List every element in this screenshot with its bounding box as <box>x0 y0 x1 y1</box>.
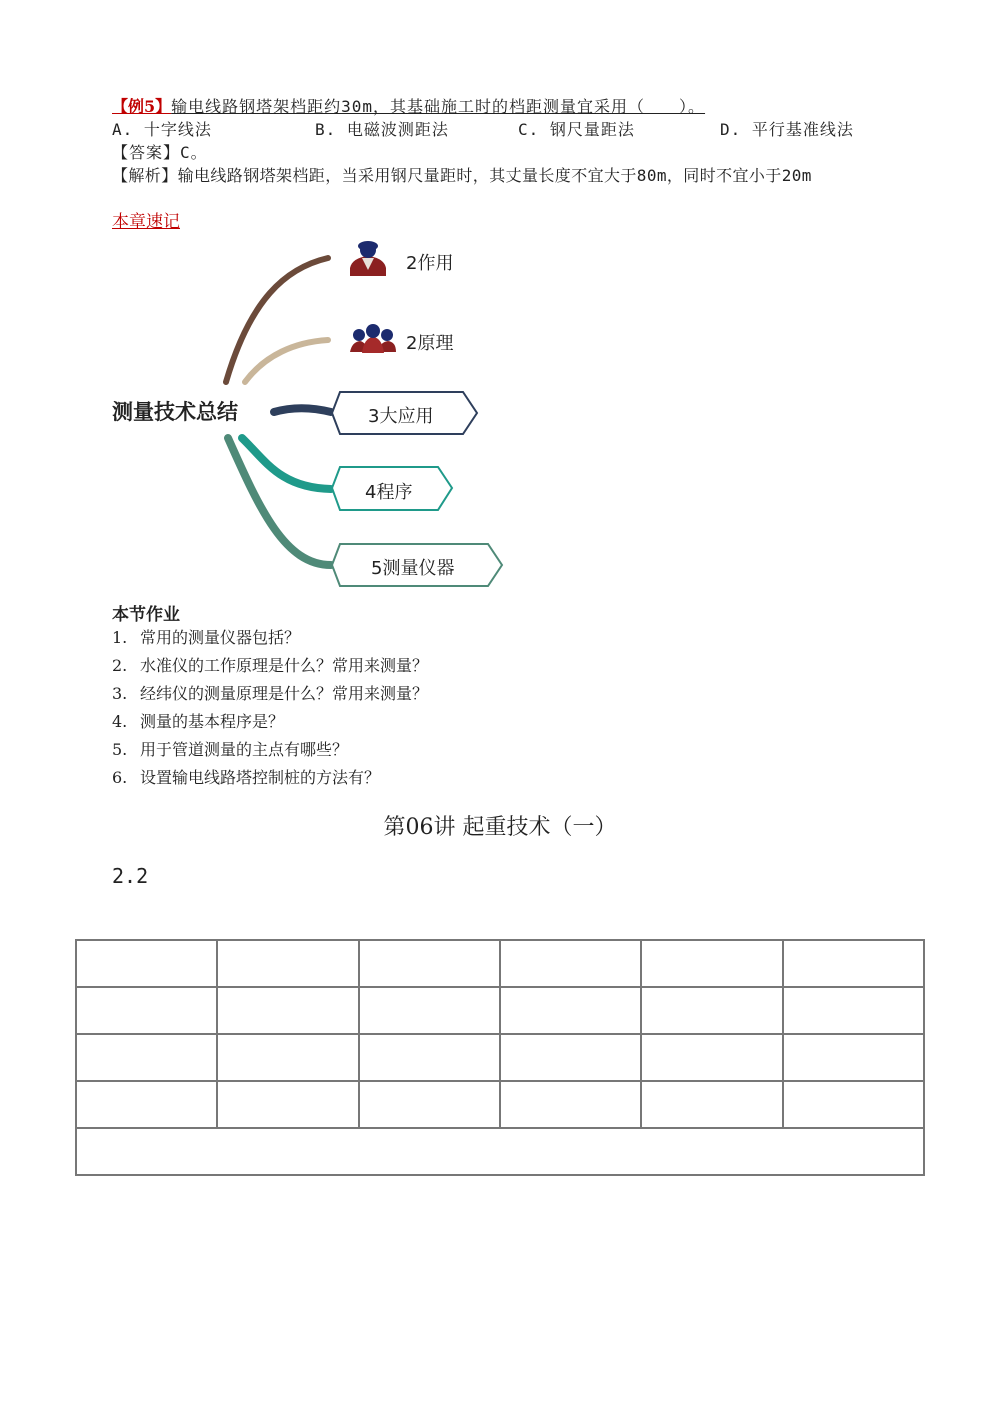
table-cell <box>217 987 358 1034</box>
table-cell <box>641 987 782 1034</box>
table-cell <box>359 1034 500 1081</box>
analysis-label: 【解析】 <box>112 166 178 185</box>
example-question: 输电线路钢塔架档距约30m，其基础施工时的档距测量宜采用（ ）。 <box>171 97 706 116</box>
table-cell <box>783 940 924 987</box>
table-row <box>76 940 924 987</box>
section-number: 2.2 <box>112 864 149 888</box>
table-row <box>76 1034 924 1081</box>
homework-text: 水准仪的工作原理是什么？常用来测量？ <box>140 656 429 675</box>
table-cell <box>641 1081 782 1128</box>
table-cell <box>783 987 924 1034</box>
mindmap-center: 测量技术总结 <box>112 400 238 424</box>
mindmap-branch-4 <box>242 438 331 489</box>
homework-text: 测量的基本程序是？ <box>140 712 285 731</box>
table-cell <box>359 940 500 987</box>
table-cell <box>500 1081 641 1128</box>
person-icon <box>350 241 386 276</box>
homework-item <box>112 739 348 761</box>
table-cell <box>217 940 358 987</box>
option-c <box>518 119 635 141</box>
homework-num: 3. <box>112 684 128 703</box>
mindmap-branch-2 <box>245 340 328 382</box>
mindmap-branch-1 <box>226 258 328 382</box>
mindmap-node-1: 2作用 <box>406 253 454 274</box>
homework-text: 设置输电线路塔控制桩的方法有？ <box>140 768 381 787</box>
homework-title: 本节作业 <box>112 605 180 625</box>
analysis-line <box>112 165 812 187</box>
option-a-label: A. <box>112 120 134 139</box>
option-c-text: 钢尺量距法 <box>549 120 635 139</box>
table-cell <box>500 987 641 1034</box>
option-a-text: 十字线法 <box>143 120 212 139</box>
option-d-label: D. <box>720 120 742 139</box>
example-tag: 【例5】 <box>112 97 172 116</box>
homework-item <box>112 655 428 677</box>
homework-item <box>112 683 428 705</box>
empty-table <box>75 939 925 1176</box>
table-cell <box>217 1034 358 1081</box>
answer-line <box>112 142 208 164</box>
option-d <box>720 119 854 141</box>
table-cell <box>359 987 500 1034</box>
table-row <box>76 1081 924 1128</box>
table-cell <box>76 1081 217 1128</box>
homework-num: 5. <box>112 740 128 759</box>
homework-item <box>112 711 284 733</box>
table-cell <box>641 1034 782 1081</box>
analysis-text: 输电线路钢塔架档距，当采用钢尺量距时，其丈量长度不宜大于80m，同时不宜小于20m <box>177 166 812 185</box>
mindmap-node-4: 4程序 <box>365 482 413 503</box>
table-cell <box>76 987 217 1034</box>
mindmap <box>0 230 560 600</box>
table-footer-cell <box>76 1128 924 1175</box>
option-c-label: C. <box>518 120 540 139</box>
homework-item <box>112 767 380 789</box>
homework-item <box>112 627 300 649</box>
option-a <box>112 119 212 141</box>
mindmap-node-5: 5测量仪器 <box>371 558 455 579</box>
lecture-title: 第06讲 起重技术（一） <box>383 815 617 840</box>
homework-num: 4. <box>112 712 128 731</box>
homework-num: 1. <box>112 628 128 647</box>
table-cell <box>783 1034 924 1081</box>
chapter-note-link[interactable]: 本章速记 <box>112 212 180 232</box>
option-b-text: 电磁波测距法 <box>346 120 449 139</box>
option-b-label: B. <box>315 120 337 139</box>
mindmap-branch-5 <box>228 438 331 565</box>
table-footer-row <box>76 1128 924 1175</box>
group-icon <box>350 324 396 353</box>
mindmap-node-3: 3大应用 <box>368 406 434 427</box>
table-cell <box>641 940 782 987</box>
homework-num: 6. <box>112 768 128 787</box>
table-cell <box>500 940 641 987</box>
table-cell <box>76 940 217 987</box>
mindmap-branch-3 <box>274 408 331 412</box>
answer-label: 【答案】 <box>112 143 181 162</box>
example-question-line <box>112 96 705 118</box>
table-cell <box>783 1081 924 1128</box>
table-row <box>76 987 924 1034</box>
homework-text: 经纬仪的测量原理是什么？常用来测量？ <box>140 684 429 703</box>
homework-text: 用于管道测量的主点有哪些？ <box>140 740 349 759</box>
table-cell <box>359 1081 500 1128</box>
homework-num: 2. <box>112 656 128 675</box>
homework-text: 常用的测量仪器包括？ <box>140 628 301 647</box>
option-d-text: 平行基准线法 <box>751 120 854 139</box>
mindmap-node-2: 2原理 <box>406 333 454 354</box>
table-cell <box>217 1081 358 1128</box>
option-b <box>315 119 449 141</box>
table-cell <box>76 1034 217 1081</box>
table-cell <box>500 1034 641 1081</box>
answer-value: C。 <box>180 143 208 162</box>
